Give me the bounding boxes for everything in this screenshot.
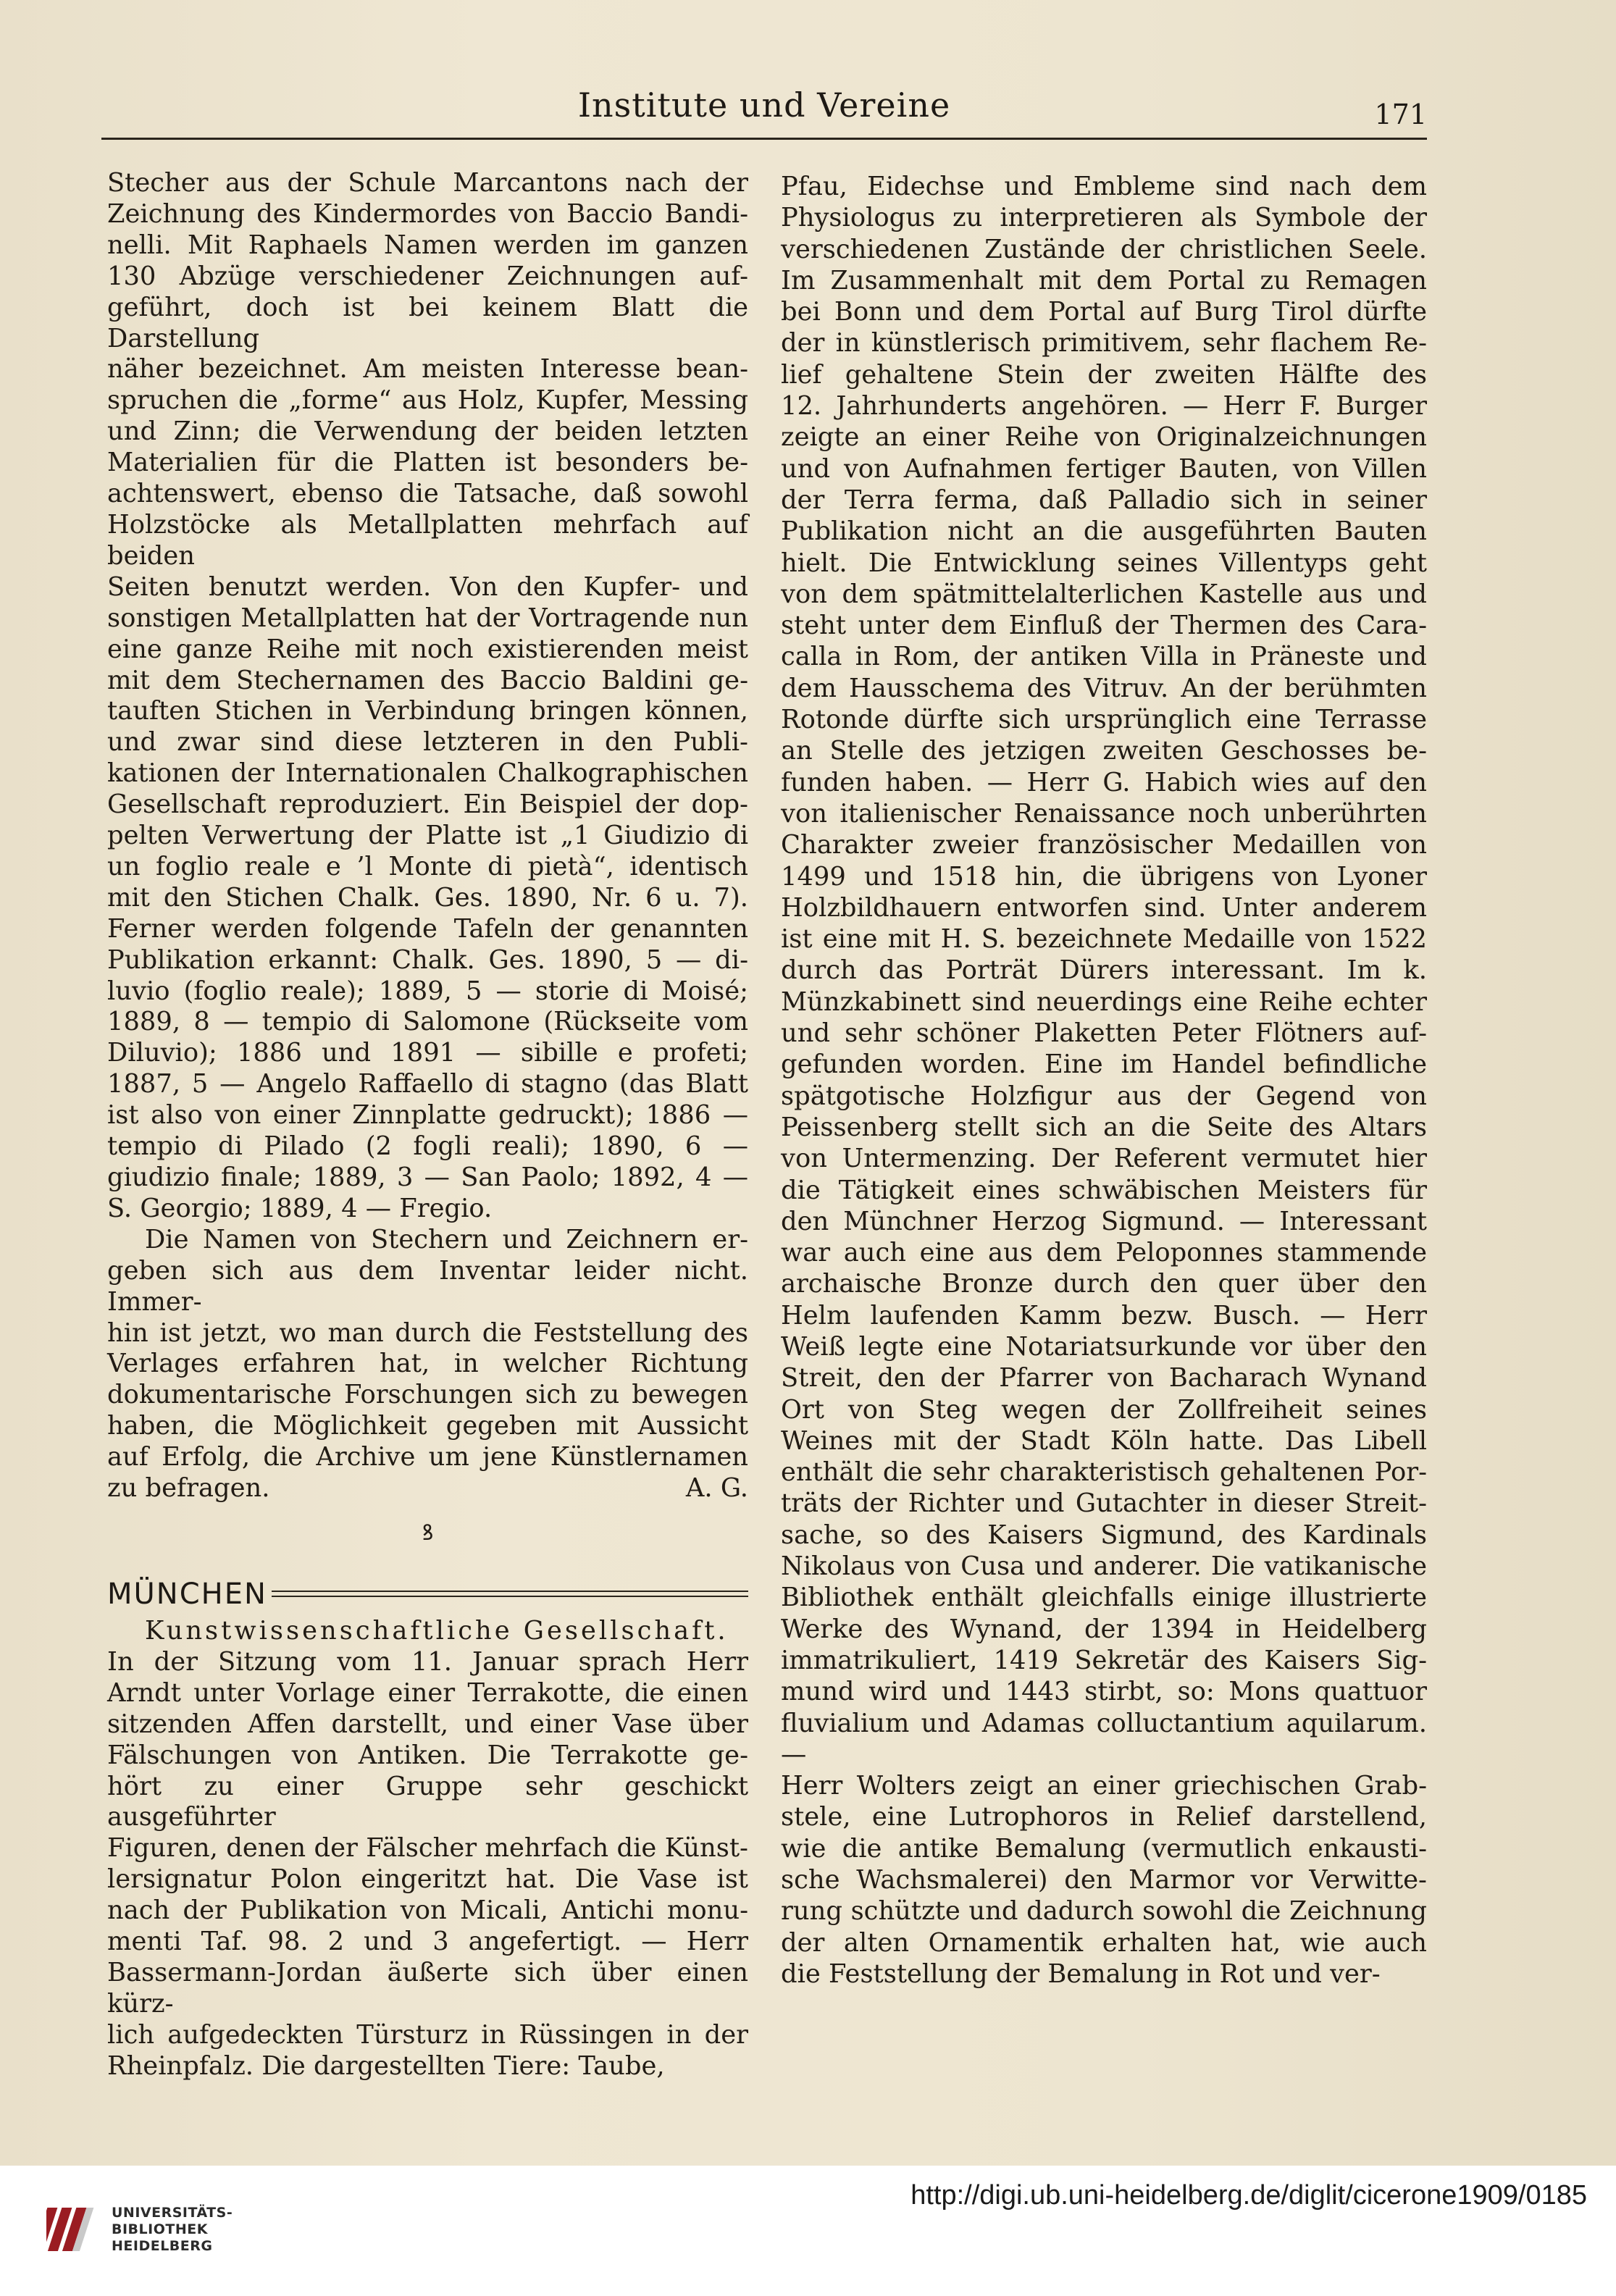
text-line: eine ganze Reihe mit noch existierenden meist	[107, 634, 748, 664]
text-line: tempio di Pilado (2 fogli reali); 1890, 6 —	[107, 1131, 748, 1162]
text-line: und von Aufnahmen fertiger Bauten, von Villen	[781, 453, 1427, 484]
text-line: sonstigen Metallplatten hat der Vortragende nun	[107, 603, 748, 633]
library-name	[112, 2205, 233, 2255]
text-line: ist eine mit H. S. bezeichnete Medaille von 1522	[781, 924, 1427, 955]
ornament-icon: ꝸ	[422, 1520, 434, 1546]
paragraph-inventory	[107, 168, 748, 1225]
text-line: Publikation erkannt: Chalk. Ges. 1890, 5 — di-	[107, 944, 748, 975]
text-line: der Terra ferma, daß Palladio sich in seiner	[781, 485, 1427, 515]
paragraph-continuation	[781, 171, 1427, 1990]
text-line: träts der Richter und Gutachter in dieser Streit-	[781, 1488, 1427, 1519]
text-line: pelten Verwertung der Platte ist „1 Giudizio di	[107, 821, 748, 851]
text-line: Stecher aus der Schule Marcantons nach der	[107, 168, 748, 198]
paragraph-meeting	[107, 1647, 748, 2082]
text-line: Gesellschaft reproduziert. Ein Beispiel der dop-	[107, 789, 748, 820]
text-line: In der Sitzung vom 11. Januar sprach Herr	[107, 1646, 748, 1677]
text-line: sitzenden Affen darstellt, und einer Vase über	[107, 1709, 748, 1739]
text-line: 1889, 8 — tempio di Salomone (Rückseite vom	[107, 1007, 748, 1037]
text-line: Münzkabinett sind neuerdings eine Reihe echter	[781, 986, 1427, 1017]
text-line: Werke des Wynand, der 1394 in Heidelberg	[781, 1614, 1427, 1644]
text-line: und sehr schöner Plaketten Peter Flötners auf-	[781, 1018, 1427, 1049]
text-line: geben sich aus dem Inventar leider nicht. Immer-	[107, 1255, 748, 1317]
text-line: die Feststellung der Bemalung in Rot und ver-	[781, 1958, 1381, 1989]
text-line: sche Wachsmalerei) den Marmor vor Verwitte-	[781, 1865, 1427, 1895]
text-line: Arndt unter Vorlage einer Terrakotte, die einen	[107, 1677, 748, 1708]
text-line: sache, so des Kaisers Sigmund, des Kardinals	[781, 1520, 1427, 1550]
text-line: näher bezeichnet. Am meisten Interesse bean-	[107, 354, 748, 385]
text-line: immatrikuliert, 1419 Sekretär des Kaisers Sig-	[781, 1645, 1427, 1675]
section-heading	[107, 1572, 748, 1616]
text-line: Weines mit der Stadt Köln hatte. Das Libell	[781, 1425, 1427, 1456]
text-line: Holzbildhauern entworfen sind. Unter anderem	[781, 892, 1427, 923]
society-title-line	[107, 1616, 748, 1647]
text-line: geführt, doch ist bei keinem Blatt die Darstellung	[107, 292, 748, 353]
text-line: enthält die sehr charakteristisch gehaltenen Por-	[781, 1457, 1427, 1488]
footer-bar	[0, 2166, 1616, 2296]
text-line: 1887, 5 — Angelo Raffaello di stagno (das Blatt	[107, 1069, 748, 1099]
text-line: Helm laufenden Kamm bezw. Busch. — Herr	[781, 1300, 1427, 1331]
text-line: stele, eine Lutrophoros in Relief darstellend,	[781, 1802, 1427, 1832]
text-line: nach der Publikation von Micali, Antichi monu-	[107, 1895, 748, 1926]
text-line: an Stelle des jetzigen zweiten Geschosses be-	[781, 736, 1427, 766]
text-line: Publikation nicht an die ausgeführten Bauten	[781, 516, 1427, 547]
text-line: Weiß legte eine Notariatsurkunde vor über den	[781, 1331, 1427, 1362]
text-line: dem Hausschema des Vitruv. An der berühmten	[781, 673, 1427, 703]
text-line: 130 Abzüge verschiedener Zeichnungen auf-	[107, 261, 748, 291]
text-line: kationen der Internationalen Chalkographischen	[107, 758, 748, 789]
text-line: gefunden worden. Eine im Handel befindliche	[781, 1049, 1427, 1080]
text-line: steht unter dem Einfluß der Thermen des Cara-	[781, 611, 1427, 641]
text-line: Bassermann-Jordan äußerte sich über einen kürz-	[107, 1957, 748, 2019]
library-name-line-3: HEIDELBERG	[112, 2238, 213, 2254]
text-line: Pfau, Eidechse und Embleme sind nach dem	[781, 172, 1427, 201]
library-name-line-2: BIBLIOTHEK	[112, 2221, 208, 2237]
text-line: spruchen die „forme“ aus Holz, Kupfer, Messing	[107, 385, 748, 416]
text-line: calla in Rom, der antiken Villa in Präneste und	[781, 642, 1427, 672]
text-line: Herr Wolters zeigt an einer griechischen Grab-	[781, 1771, 1427, 1801]
text-line: hört zu einer Gruppe sehr geschickt ausgeführter	[107, 1771, 748, 1832]
text-line: Materialien für die Platten ist besonders be-	[107, 448, 748, 478]
text-line: un foglio reale e ’l Monte di pietà“, identisch	[107, 851, 748, 881]
text-line: 1499 und 1518 hin, die übrigens von Lyoner	[781, 861, 1427, 892]
text-line: Rotonde dürfte sich ursprünglich eine Terrasse	[781, 705, 1427, 735]
text-line: lich aufgedeckten Türsturz in Rüssingen in der	[107, 2019, 748, 2050]
page-number: 171	[1374, 99, 1427, 130]
text-line: fluvialium und Adamas colluctantium aquilarum. —	[781, 1708, 1427, 1769]
text-line: Diluvio); 1886 und 1891 — sibille e profeti;	[107, 1038, 748, 1068]
right-column	[781, 171, 1427, 1990]
text-line: mit dem Stechernamen des Baccio Baldini ge-	[107, 665, 748, 695]
text-line: tauften Stichen in Verbindung bringen können,	[107, 696, 748, 726]
header-rule	[101, 138, 1427, 140]
text-line: von italienischer Renaissance noch unberührten	[781, 798, 1427, 829]
text-line: 12. Jahrhunderts angehören. — Herr F. Burger	[781, 391, 1427, 422]
library-name-line-1: UNIVERSITÄTS-	[112, 2205, 233, 2221]
text-line: dokumentarische Forschungen sich zu bewegen	[107, 1380, 748, 1410]
text-line: spätgotische Holzfigur aus der Gegend von	[781, 1081, 1427, 1111]
library-logo-icon	[46, 2202, 101, 2257]
text-line: Physiologus zu interpretieren als Symbole der	[781, 203, 1427, 233]
text-line: Im Zusammenhalt mit dem Portal zu Remagen	[781, 265, 1427, 296]
text-line: rung schützte und dadurch sowohl die Zeichnung	[781, 1896, 1427, 1927]
text-line: bei Bonn und dem Portal auf Burg Tirol dürfte	[781, 297, 1427, 327]
text-line: haben, die Möglichkeit gegeben mit Aussicht	[107, 1411, 748, 1441]
text-line: lief gehaltene Stein der zweiten Hälfte des	[781, 359, 1427, 390]
society-name: Kunstwissenschaftliche Gesellschaft.	[145, 1615, 729, 1646]
author-signature: A. G.	[685, 1473, 748, 1504]
text-line: mit den Stichen Chalk. Ges. 1890, Nr. 6 u. 7).	[107, 882, 748, 913]
text-line: den Münchner Herzog Sigmund. — Interessant	[781, 1206, 1427, 1236]
text-line: Ferner werden folgende Tafeln der genannten	[107, 913, 748, 944]
closing-text: zu befragen.	[107, 1473, 270, 1504]
text-line: achtenswert, ebenso die Tatsache, daß sowohl	[107, 479, 748, 509]
text-line: hin ist jetzt, wo man durch die Feststellung des	[107, 1317, 748, 1348]
text-line: menti Taf. 98. 2 und 3 angefertigt. — Herr	[107, 1927, 748, 1957]
text-line: durch das Porträt Dürers interessant. Im k.	[781, 955, 1427, 986]
text-line: Nikolaus von Cusa und anderer. Die vatikanische	[781, 1551, 1427, 1582]
heading-double-rule	[272, 1591, 748, 1597]
text-line: Peissenberg stellt sich an die Seite des Altars	[781, 1112, 1427, 1142]
text-line: luvio (foglio reale); 1889, 5 — storie di Moisé;	[107, 976, 748, 1006]
text-line: Zeichnung des Kindermordes von Baccio Bandi-	[107, 198, 748, 229]
text-line: Figuren, denen der Fälscher mehrfach die Künst-	[107, 1833, 748, 1864]
text-line: Holzstöcke als Metallplatten mehrfach auf beiden	[107, 509, 748, 571]
text-line: auf Erfolg, die Archive um jene Künstlernamen	[107, 1442, 748, 1472]
text-line: Bibliothek enthält gleichfalls einige illustrierte	[781, 1583, 1427, 1613]
text-line: mund wird und 1443 stirbt, so: Mons quattuor	[781, 1677, 1427, 1707]
text-line: war auch eine aus dem Peloponnes stammende	[781, 1238, 1427, 1268]
section-heading-text: MÜNCHEN	[107, 1577, 267, 1611]
text-line: Rheinpfalz. Die dargestellten Tiere: Taube,	[107, 2050, 665, 2081]
text-line: der in künstlerisch primitivem, sehr flachem Re-	[781, 328, 1427, 359]
signoff-line	[107, 1473, 748, 1504]
running-head	[101, 85, 1427, 136]
text-line: Charakter zweier französischer Medaillen von	[781, 830, 1427, 860]
text-line: ist also von einer Zinnplatte gedruckt); 1886 —	[107, 1100, 748, 1131]
text-line: funden haben. — Herr G. Habich wies auf den	[781, 767, 1427, 797]
text-line: zeigte an einer Reihe von Originalzeichnungen	[781, 422, 1427, 453]
text-line: Streit, den der Pfarrer von Bacharach Wynand	[781, 1363, 1427, 1394]
text-line: S. Georgio; 1889, 4 — Fregio.	[107, 1193, 493, 1223]
text-line: giudizio finale; 1889, 3 — San Paolo; 1892, 4 —	[107, 1162, 748, 1192]
text-line: lersignatur Polon eingeritzt hat. Die Vase ist	[107, 1864, 748, 1895]
text-line: Fälschungen von Antiken. Die Terrakotte ge-	[107, 1740, 748, 1770]
text-line: der alten Ornamentik erhalten hat, wie auch	[781, 1927, 1427, 1958]
left-column	[107, 168, 748, 2082]
text-line: und zwar sind diese letzteren in den Publi-	[107, 727, 748, 758]
text-line: nelli. Mit Raphaels Namen werden im ganzen	[107, 230, 748, 260]
text-line: Die Namen von Stechern und Zeichnern er-	[145, 1224, 748, 1254]
text-line: archaische Bronze durch den quer über den	[781, 1269, 1427, 1299]
text-line: von Untermenzing. Der Referent vermutet hier	[781, 1144, 1427, 1174]
text-line: wie die antike Bemalung (vermutlich enkausti-	[781, 1833, 1427, 1864]
text-line: Verlages erfahren hat, in welcher Richtung	[107, 1349, 748, 1379]
text-line: Seiten benutzt werden. Von den Kupfer- und	[107, 571, 748, 602]
text-line: die Tätigkeit eines schwäbischen Meisters für	[781, 1175, 1427, 1205]
text-line: verschiedenen Zustände der christlichen Seele.	[781, 234, 1427, 264]
source-url-link[interactable]: http://digi.ub.uni-heidelberg.de/diglit/cicerone1909/0185	[910, 2180, 1587, 2211]
text-line: von dem spätmittelalterlichen Kastelle aus und	[781, 579, 1427, 609]
paragraph-names	[107, 1225, 748, 1473]
text-line: und Zinn; die Verwendung der beiden letzten	[107, 416, 748, 447]
running-title: Institute und Vereine	[577, 85, 951, 125]
text-line: Ort von Steg wegen der Zollfreiheit seines	[781, 1394, 1427, 1425]
text-line: hielt. Die Entwicklung seines Villentyps geht	[781, 548, 1427, 578]
